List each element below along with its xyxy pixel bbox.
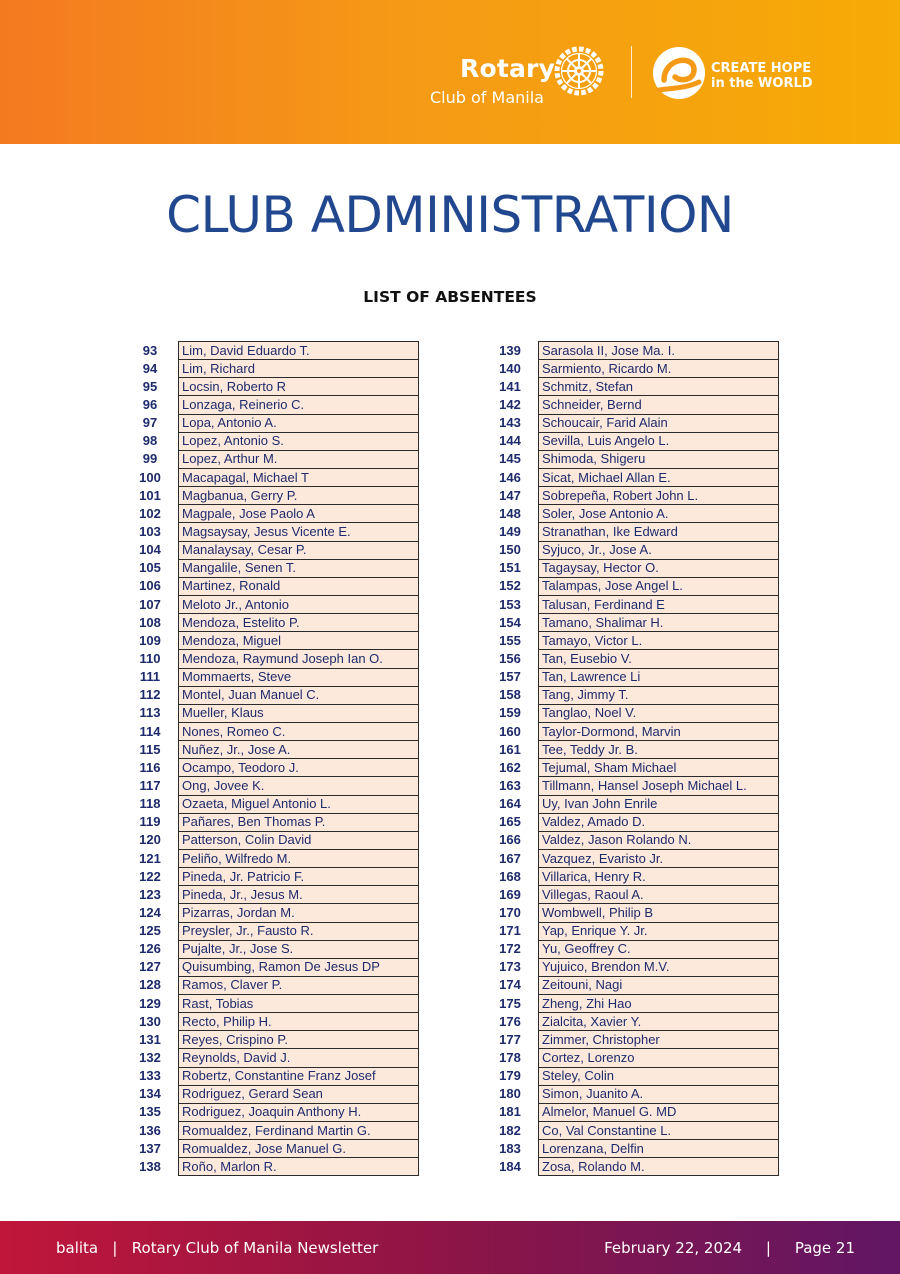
absentee-name: Roño, Marlon R. [179,1158,419,1176]
table-row [482,378,779,396]
table-row [482,559,779,577]
absentee-number: 131 [139,1031,161,1047]
create-hope-logo-icon [651,44,707,102]
absentee-name: Zeitouni, Nagi [539,976,779,994]
absentee-name: Tamayo, Victor L. [539,632,779,650]
slogan-line-1: CREATE HOPE [711,61,812,76]
table-row [482,614,779,632]
absentee-name: Zheng, Zhi Hao [539,995,779,1013]
table-row [122,505,419,523]
absentee-name: Magbanua, Gerry P. [179,487,419,505]
absentee-name: Stranathan, Ike Edward [539,523,779,541]
absentee-name: Villarica, Henry R. [539,868,779,886]
table-row [122,995,419,1013]
table-row [122,795,419,813]
absentee-name: Martinez, Ronald [179,577,419,595]
absentee-name: Sarmiento, Ricardo M. [539,360,779,378]
absentee-number: 111 [139,669,161,685]
absentee-name: Tejumal, Sham Michael [539,759,779,777]
absentee-number: 146 [499,469,521,485]
table-row [482,505,779,523]
absentee-number: 166 [499,832,521,848]
absentee-number: 169 [499,886,521,902]
absentee-number: 125 [139,923,161,939]
table-row [122,813,419,831]
absentee-name: Talampas, Jose Angel L. [539,577,779,595]
table-row [482,686,779,704]
absentee-number: 96 [142,396,158,412]
absentee-number: 154 [499,614,521,630]
absentee-name: Montel, Juan Manuel C. [179,686,419,704]
absentee-number: 104 [139,542,161,558]
absentee-number: 124 [139,904,161,920]
absentee-number: 145 [499,451,521,467]
table-row [122,414,419,432]
table-row [482,976,779,994]
absentee-name: Meloto Jr., Antonio [179,595,419,613]
table-row [482,940,779,958]
table-row [482,831,779,849]
absentee-name: Magpale, Jose Paolo A [179,505,419,523]
table-row [482,1067,779,1085]
absentee-number: 94 [142,360,158,376]
absentee-number: 98 [142,433,158,449]
absentee-number: 116 [139,759,161,775]
table-row [482,1085,779,1103]
absentee-number: 160 [499,723,521,739]
absentee-number: 113 [139,705,161,721]
absentee-name: Peliño, Wilfredo M. [179,849,419,867]
absentee-number: 129 [139,995,161,1011]
table-row [122,1103,419,1121]
footer-newsletter-label: balita | Rotary Club of Manila Newsletter [56,1239,379,1257]
absentee-name: Rodriguez, Joaquin Anthony H. [179,1103,419,1121]
table-row [482,396,779,414]
absentee-name: Zialcita, Xavier Y. [539,1013,779,1031]
rotary-logo-subtitle: Club of Manila [430,88,544,107]
table-row [482,741,779,759]
table-row [122,849,419,867]
absentee-name: Schmitz, Stefan [539,378,779,396]
absentee-number: 105 [139,560,161,576]
absentee-number: 121 [139,850,161,866]
table-row [122,432,419,450]
absentee-name: Yu, Geoffrey C. [539,940,779,958]
table-row [482,1049,779,1067]
absentee-number: 153 [499,596,521,612]
table-row [482,904,779,922]
absentee-name: Robertz, Constantine Franz Josef [179,1067,419,1085]
table-row [122,886,419,904]
absentee-number: 174 [499,977,521,993]
absentee-name: Talusan, Ferdinand E [539,595,779,613]
rotary-logo-word: Rotary [460,54,556,83]
table-row [122,1067,419,1085]
table-row [482,759,779,777]
absentee-number: 106 [139,578,161,594]
absentee-name: Recto, Philip H. [179,1013,419,1031]
absentee-name: Co, Val Constantine L. [539,1122,779,1140]
absentee-number: 177 [499,1031,521,1047]
absentee-number: 112 [139,687,161,703]
absentees-table-left [122,341,419,1176]
absentee-number: 99 [142,451,158,467]
absentee-number: 176 [499,1013,521,1029]
absentee-name: Uy, Ivan John Enrile [539,795,779,813]
table-row [122,904,419,922]
table-row [482,1122,779,1140]
absentee-number: 150 [499,542,521,558]
table-row [482,849,779,867]
absentee-name: Reynolds, David J. [179,1049,419,1067]
absentee-name: Lorenzana, Delfin [539,1140,779,1158]
table-row [122,777,419,795]
absentee-number: 161 [499,741,521,757]
absentee-number: 157 [499,669,521,685]
absentee-number: 164 [499,796,521,812]
table-row [482,1013,779,1031]
absentee-name: Ocampo, Teodoro J. [179,759,419,777]
absentee-name: Tanglao, Noel V. [539,704,779,722]
table-row [122,831,419,849]
absentee-number: 119 [139,814,161,830]
absentee-number: 100 [139,469,161,485]
absentee-name: Pizarras, Jordan M. [179,904,419,922]
table-row [482,922,779,940]
table-row [122,541,419,559]
table-row [482,958,779,976]
absentee-number: 142 [499,396,521,412]
absentee-number: 140 [499,360,521,376]
table-row [122,396,419,414]
table-row [482,432,779,450]
table-row [122,1049,419,1067]
table-row [482,1140,779,1158]
absentee-number: 137 [139,1140,161,1156]
table-row [122,976,419,994]
table-row [482,632,779,650]
absentee-name: Lopez, Antonio S. [179,432,419,450]
absentee-number: 182 [499,1122,521,1138]
absentee-number: 171 [499,923,521,939]
absentee-name: Mommaerts, Steve [179,668,419,686]
table-row [482,360,779,378]
absentee-name: Steley, Colin [539,1067,779,1085]
absentee-name: Ramos, Claver P. [179,976,419,994]
absentee-name: Yujuico, Brendon M.V. [539,958,779,976]
absentee-number: 180 [499,1086,521,1102]
table-row [482,650,779,668]
absentee-name: Pañares, Ben Thomas P. [179,813,419,831]
absentee-number: 179 [499,1068,521,1084]
table-row [482,541,779,559]
absentee-name: Mendoza, Raymund Joseph Ian O. [179,650,419,668]
absentee-name: Manalaysay, Cesar P. [179,541,419,559]
absentee-name: Lim, Richard [179,360,419,378]
absentee-number: 93 [142,342,158,358]
table-row [122,1122,419,1140]
absentee-name: Vazquez, Evaristo Jr. [539,849,779,867]
table-row [122,559,419,577]
absentee-number: 115 [139,741,161,757]
table-row [482,468,779,486]
absentee-name: Tan, Eusebio V. [539,650,779,668]
table-row [122,704,419,722]
absentees-table-right [482,341,779,1176]
absentee-number: 168 [499,868,521,884]
absentee-number: 144 [499,433,521,449]
absentee-number: 181 [499,1104,521,1120]
absentee-number: 103 [139,523,161,539]
absentee-number: 173 [499,959,521,975]
absentee-name: Locsin, Roberto R [179,378,419,396]
table-row [122,360,419,378]
absentee-number: 118 [139,796,161,812]
table-row [482,995,779,1013]
table-row [122,595,419,613]
table-row [122,450,419,468]
absentee-name: Mangalile, Senen T. [179,559,419,577]
absentee-number: 170 [499,904,521,920]
absentee-number: 120 [139,832,161,848]
table-row [482,886,779,904]
table-row [122,342,419,360]
table-row [122,958,419,976]
absentee-name: Pujalte, Jr., Jose S. [179,940,419,958]
absentee-name: Simon, Juanito A. [539,1085,779,1103]
absentee-name: Soler, Jose Antonio A. [539,505,779,523]
absentee-number: 133 [139,1068,161,1084]
absentee-name: Romualdez, Ferdinand Martin G. [179,1122,419,1140]
table-row [122,686,419,704]
table-row [122,759,419,777]
absentee-number: 128 [139,977,161,993]
table-row [122,577,419,595]
absentee-name: Wombwell, Philip B [539,904,779,922]
absentee-name: Tamano, Shalimar H. [539,614,779,632]
absentee-number: 178 [499,1050,521,1066]
absentee-name: Reyes, Crispino P. [179,1031,419,1049]
table-row [122,650,419,668]
absentee-name: Pineda, Jr., Jesus M. [179,886,419,904]
absentee-number: 138 [139,1158,161,1174]
table-row [482,450,779,468]
absentee-name: Tillmann, Hansel Joseph Michael L. [539,777,779,795]
table-row [122,378,419,396]
absentee-number: 122 [139,868,161,884]
absentee-name: Quisumbing, Ramon De Jesus DP [179,958,419,976]
table-row [122,668,419,686]
absentee-name: Nones, Romeo C. [179,722,419,740]
absentee-name: Zosa, Rolando M. [539,1158,779,1176]
table-row [122,487,419,505]
absentee-name: Sobrepeña, Robert John L. [539,487,779,505]
table-row [482,868,779,886]
absentee-name: Sevilla, Luis Angelo L. [539,432,779,450]
absentee-number: 147 [499,487,521,503]
table-row [482,1103,779,1121]
absentee-number: 114 [139,723,161,739]
table-row [122,614,419,632]
table-row [122,922,419,940]
absentee-name: Lopez, Arthur M. [179,450,419,468]
absentee-name: Syjuco, Jr., Jose A. [539,541,779,559]
absentee-name: Schneider, Bernd [539,396,779,414]
absentee-number: 110 [139,650,161,666]
absentee-number: 102 [139,505,161,521]
absentee-name: Shimoda, Shigeru [539,450,779,468]
absentee-name: Cortez, Lorenzo [539,1049,779,1067]
absentee-number: 117 [139,777,161,793]
table-row [122,868,419,886]
absentee-name: Tang, Jimmy T. [539,686,779,704]
absentee-name: Zimmer, Christopher [539,1031,779,1049]
absentee-name: Mueller, Klaus [179,704,419,722]
absentee-number: 155 [499,632,521,648]
absentee-name: Sarasola II, Jose Ma. I. [539,342,779,360]
absentee-name: Pineda, Jr. Patricio F. [179,868,419,886]
absentee-number: 136 [139,1122,161,1138]
table-row [122,523,419,541]
absentee-number: 132 [139,1050,161,1066]
absentee-name: Ozaeta, Miguel Antonio L. [179,795,419,813]
page-title: CLUB ADMINISTRATION [166,186,734,244]
absentee-name: Tee, Teddy Jr. B. [539,741,779,759]
table-row [482,523,779,541]
absentee-number: 130 [139,1013,161,1029]
absentee-number: 175 [499,995,521,1011]
table-row [122,1013,419,1031]
absentee-number: 162 [499,759,521,775]
absentee-name: Magsaysay, Jesus Vicente E. [179,523,419,541]
table-row [122,1158,419,1176]
table-row [482,668,779,686]
absentee-name: Tan, Lawrence Li [539,668,779,686]
absentee-number: 165 [499,814,521,830]
absentee-number: 97 [142,415,158,431]
absentee-number: 101 [139,487,161,503]
absentee-number: 109 [139,632,161,648]
table-row [482,722,779,740]
slogan-line-2: in the WORLD [711,76,813,91]
absentee-number: 141 [499,378,521,394]
table-row [122,940,419,958]
absentee-name: Preysler, Jr., Fausto R. [179,922,419,940]
table-row [482,595,779,613]
create-hope-slogan [711,61,813,91]
absentee-number: 156 [499,650,521,666]
absentee-name: Mendoza, Miguel [179,632,419,650]
absentee-number: 183 [499,1140,521,1156]
absentee-name: Sicat, Michael Allan E. [539,468,779,486]
absentee-number: 127 [139,959,161,975]
absentee-name: Nuñez, Jr., Jose A. [179,741,419,759]
absentee-number: 172 [499,941,521,957]
absentee-number: 135 [139,1104,161,1120]
absentee-name: Rast, Tobias [179,995,419,1013]
absentee-number: 151 [499,560,521,576]
table-row [482,414,779,432]
absentee-number: 126 [139,941,161,957]
table-row [122,1085,419,1103]
absentee-name: Taylor-Dormond, Marvin [539,722,779,740]
absentee-name: Rodriguez, Gerard Sean [179,1085,419,1103]
absentee-number: 148 [499,505,521,521]
table-row [482,777,779,795]
absentee-number: 149 [499,523,521,539]
absentee-number: 123 [139,886,161,902]
absentee-name: Villegas, Raoul A. [539,886,779,904]
absentee-number: 108 [139,614,161,630]
absentee-number: 163 [499,777,521,793]
absentee-name: Romualdez, Jose Manuel G. [179,1140,419,1158]
table-row [122,468,419,486]
absentee-name: Patterson, Colin David [179,831,419,849]
absentee-name: Schoucair, Farid Alain [539,414,779,432]
table-row [122,741,419,759]
absentee-number: 184 [499,1158,521,1174]
list-subtitle: LIST OF ABSENTEES [363,288,537,306]
absentee-name: Macapagal, Michael T [179,468,419,486]
absentee-name: Tagaysay, Hector O. [539,559,779,577]
absentee-number: 159 [499,705,521,721]
table-row [482,813,779,831]
absentee-name: Almelor, Manuel G. MD [539,1103,779,1121]
table-row [482,704,779,722]
absentee-name: Yap, Enrique Y. Jr. [539,922,779,940]
table-row [482,795,779,813]
absentee-name: Ong, Jovee K. [179,777,419,795]
table-row [482,577,779,595]
table-row [482,1158,779,1176]
absentee-name: Mendoza, Estelito P. [179,614,419,632]
table-row [122,722,419,740]
table-row [482,1031,779,1049]
absentee-name: Lopa, Antonio A. [179,414,419,432]
table-row [482,342,779,360]
absentee-number: 167 [499,850,521,866]
footer-date-page: February 22, 2024 | Page 21 [604,1239,855,1257]
absentee-name: Valdez, Amado D. [539,813,779,831]
header-divider [631,46,632,98]
absentee-name: Valdez, Jason Rolando N. [539,831,779,849]
rotary-wheel-icon [550,42,608,100]
table-row [482,487,779,505]
absentee-number: 107 [139,596,161,612]
table-row [122,1140,419,1158]
absentee-number: 143 [499,415,521,431]
table-row [122,1031,419,1049]
absentee-number: 134 [139,1086,161,1102]
page-header [0,0,900,144]
absentee-number: 139 [499,342,521,358]
absentee-number: 95 [142,378,158,394]
table-row [122,632,419,650]
absentee-number: 152 [499,578,521,594]
absentee-name: Lonzaga, Reinerio C. [179,396,419,414]
absentee-name: Lim, David Eduardo T. [179,342,419,360]
absentee-number: 158 [499,687,521,703]
